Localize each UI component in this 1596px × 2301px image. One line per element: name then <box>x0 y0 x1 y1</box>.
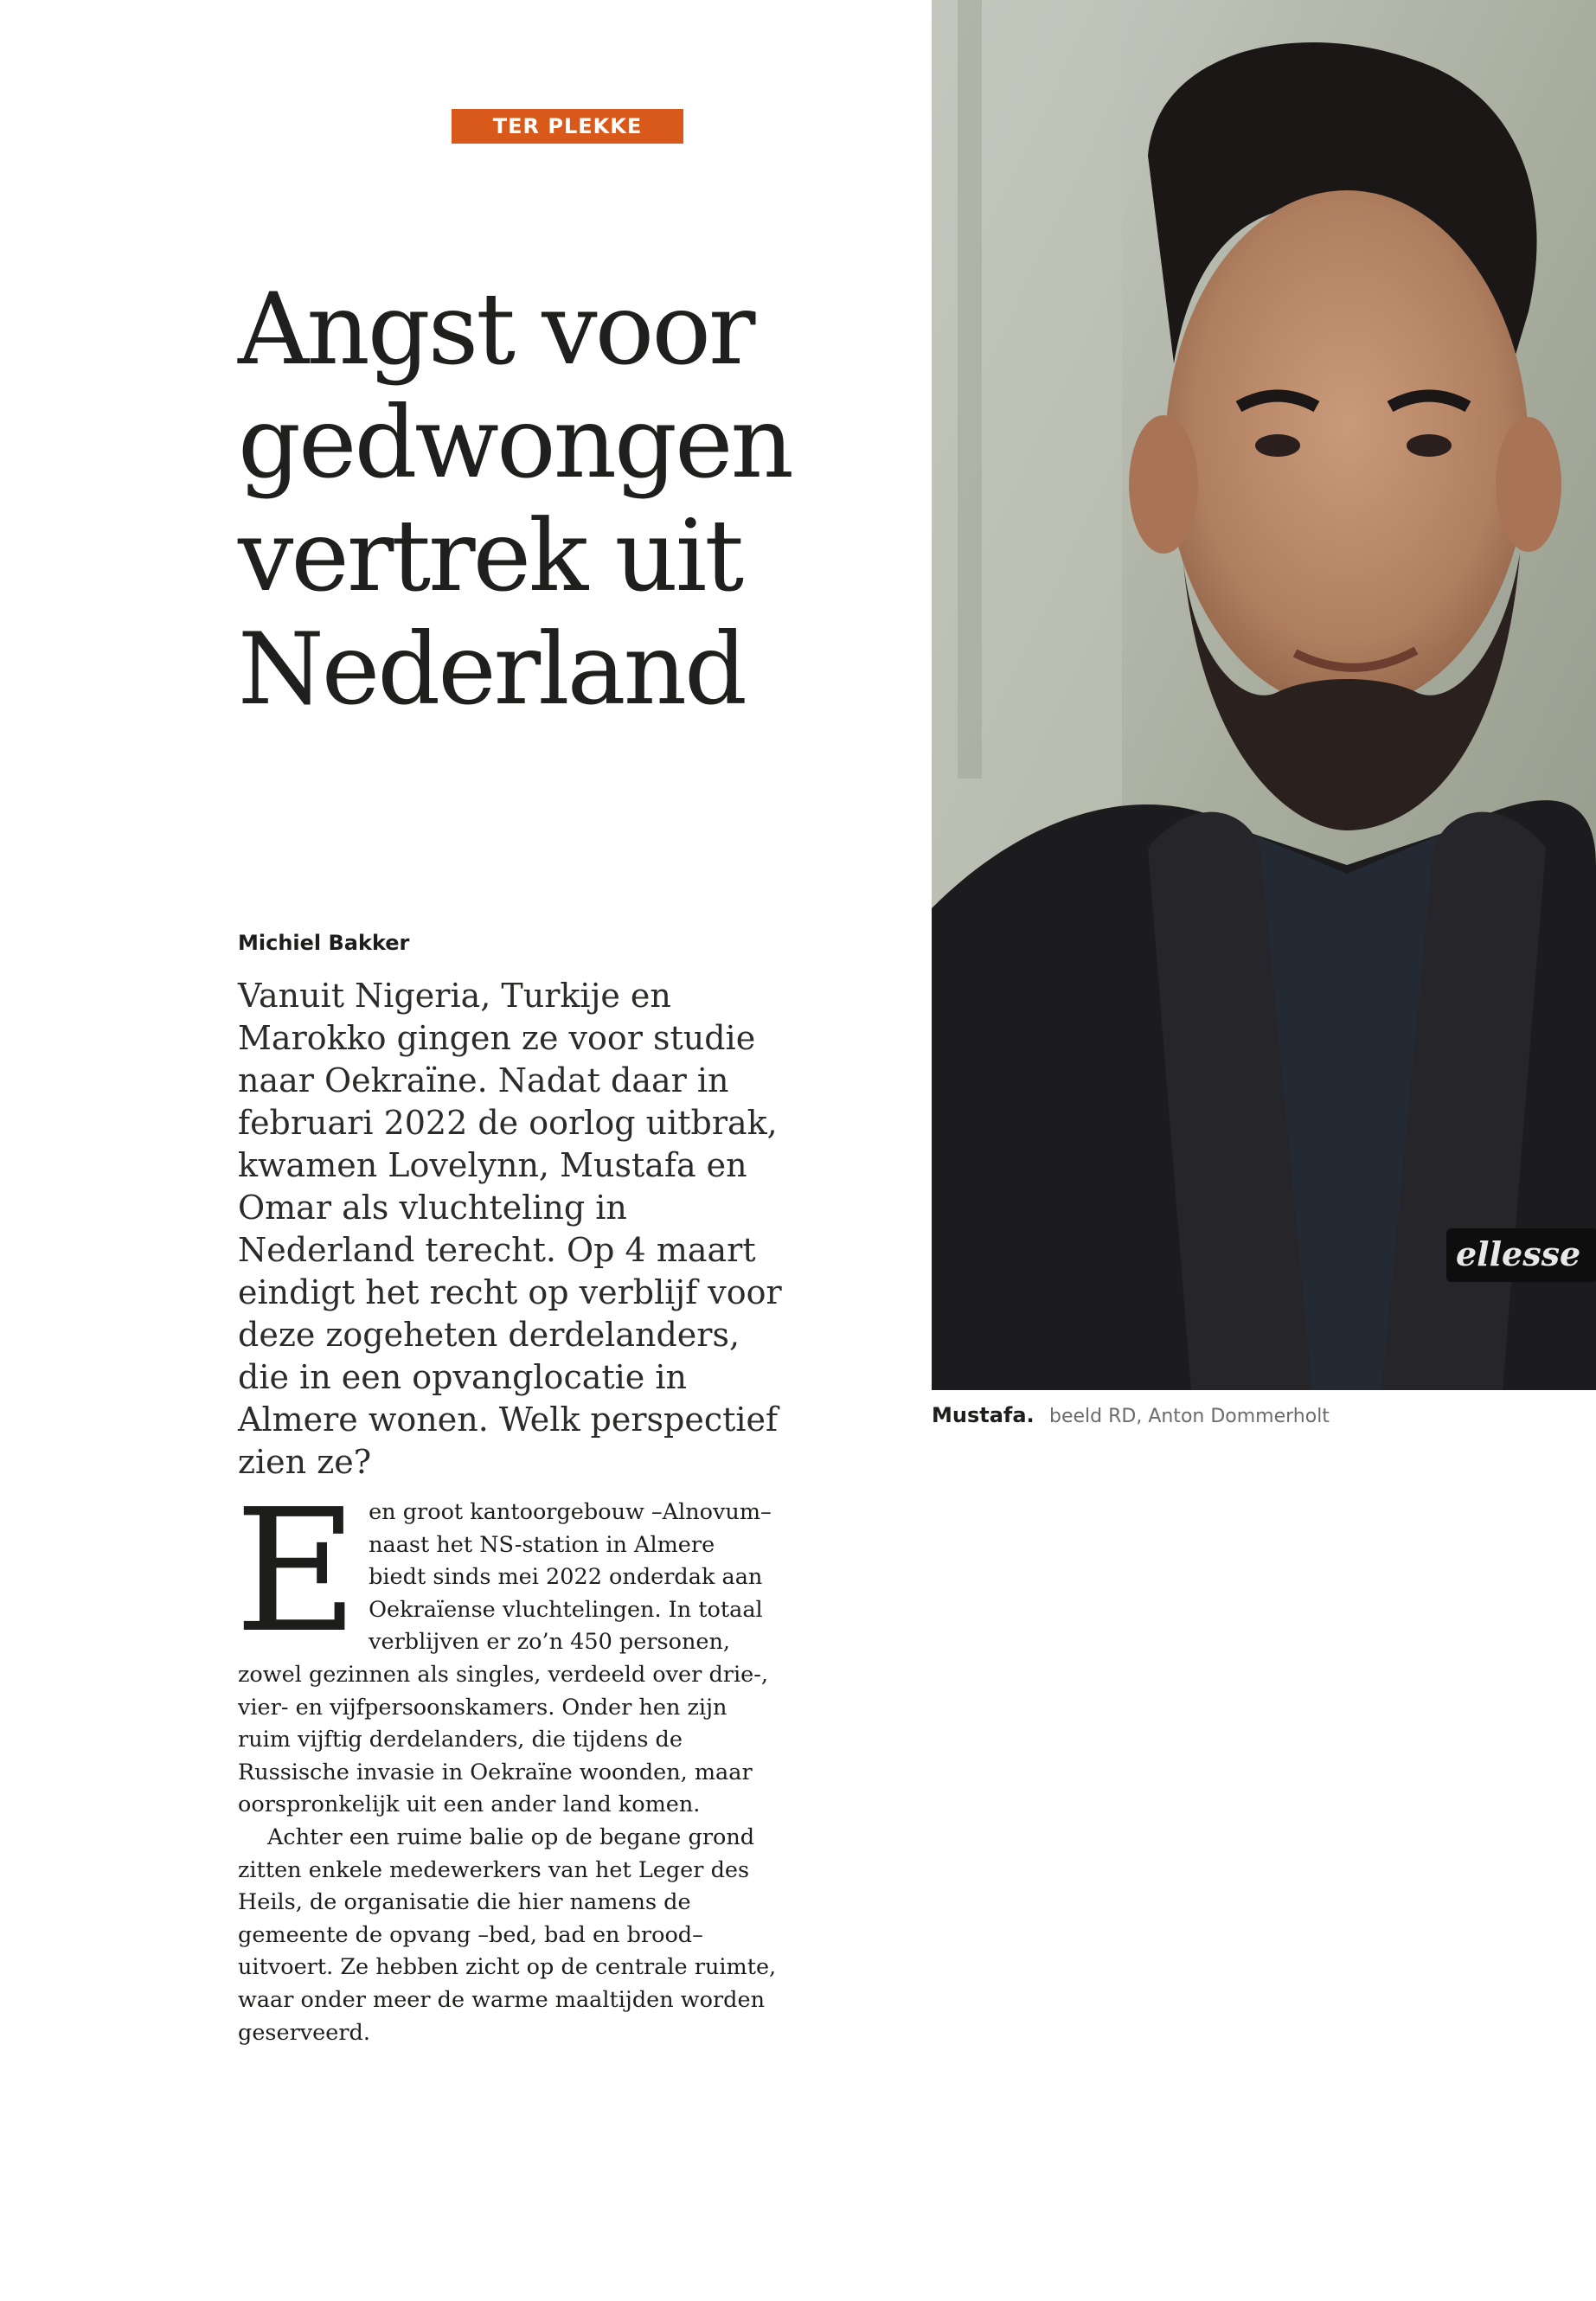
intro-paragraph: Vanuit Nigeria, Turkije en Marokko gingen ze voor studie naar Oekraïne. Nadat daar in februari 2022 de oorlog uitbrak, kwamen Lovelynn, Mustafa en Omar als vluchteling in Nederland terecht. Op 4 maart eindigt het recht op verblijf voor deze zogeheten derdelanders, die in een opvanglocatie in Almere wonen. Welk perspectief zien ze? <box>238 977 782 1481</box>
dropcap: E <box>234 1473 359 1670</box>
article-paragraph: Achter een ruime balie op de begane grond zitten enkele medewerkers van het Leger des Heils, de organisatie die hier namens de gemeente de opvang –bed, bad en brood– uitvoert. Ze hebben zicht op de centrale ruimte, waar onder meer de warme maaltijden worden geserveerd. <box>238 1823 777 2046</box>
jacket-logo: ellesse <box>1456 1234 1581 1273</box>
photo-caption <box>932 1403 1330 1427</box>
article-column-left <box>234 1473 779 2049</box>
caption-credit: beeld RD, Anton Dommerholt <box>1049 1406 1330 1427</box>
caption-name: Mustafa. <box>932 1403 1035 1427</box>
headline: Angst voor gedwongen vertrek uit Nederland <box>238 272 792 727</box>
byline: Michiel Bakker <box>238 931 410 955</box>
article-paragraph: Een groot kantoorgebouw –Alnovum– naast het NS-station in Almere biedt sinds mei 2022 onderdak aan Oekraïense vluchtelingen. In totaal verblijven er zo’n 450 personen, zowel gezinnen als singles, verdeeld over drie-, vier- en vijfpersoonskamers. Onder hen zijn ruim vijftig derdelanders, die tijdens de Russische invasie in Oekraïne woonden, maar oorspronkelijk uit een ander land komen. <box>234 1473 772 1818</box>
section-tag: TER PLEKKE <box>452 109 683 144</box>
portrait-photo <box>932 0 1596 1390</box>
